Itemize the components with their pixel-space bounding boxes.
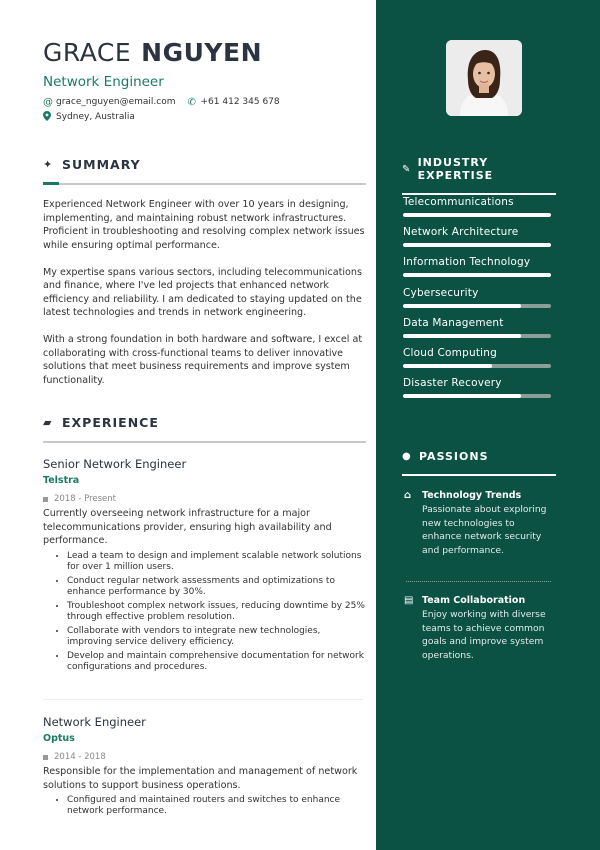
passion-description: Enjoy working with diverse teams to achieve common goals and improve system operations.	[422, 609, 546, 661]
phone-text: +61 412 345 678	[200, 97, 280, 107]
skill-item	[403, 287, 553, 317]
section-rule	[402, 474, 556, 476]
wrench-icon: ✎	[402, 163, 412, 175]
sparkle-icon: ✦	[43, 158, 54, 171]
skill-bar	[403, 213, 551, 217]
sidebar	[376, 0, 600, 850]
job-entry-company: Optus	[43, 733, 75, 744]
email-item[interactable]	[43, 97, 176, 108]
skill-label: Telecommunications	[403, 196, 514, 208]
skill-label: Network Architecture	[403, 226, 519, 239]
skill-item	[403, 256, 553, 286]
dates-text: 2018 - Present	[54, 494, 116, 504]
phone-icon: ✆	[187, 96, 196, 108]
clipboard-icon: ▤	[404, 595, 414, 606]
skill-bar-fill	[403, 364, 492, 368]
job-entry	[43, 457, 368, 676]
passion-description: Passionate about exploring new technologies to enhance network security and performance.	[422, 504, 547, 556]
location-text: Sydney, Australia	[56, 112, 135, 122]
passions-heading-text: PASSIONS	[419, 450, 489, 463]
experience-heading-text: EXPERIENCE	[62, 415, 159, 430]
rocket-icon: ⌂	[404, 490, 412, 501]
job-entry-dates	[43, 752, 368, 762]
location-item	[43, 111, 135, 124]
last-name: NGUYEN	[141, 38, 263, 67]
job-entry-description: Responsible for the implementation and management of network solutions to support business operations.	[43, 766, 358, 791]
passion-item	[404, 595, 554, 662]
briefcase-icon: ▰	[43, 416, 53, 429]
skill-bar	[403, 334, 551, 338]
expertise-heading	[402, 156, 556, 195]
skill-bar-fill	[403, 334, 521, 338]
section-rule	[402, 193, 556, 195]
skill-label: Disaster Recovery	[403, 377, 502, 390]
dates-text: 2014 - 2018	[54, 752, 106, 762]
skill-bar	[403, 364, 551, 368]
section-rule	[43, 441, 366, 443]
expertise-heading-text: INDUSTRY EXPERTISE	[417, 156, 494, 182]
skill-item	[403, 226, 553, 256]
passion-title: Technology Trends	[422, 490, 522, 501]
skill-item	[403, 377, 553, 407]
passion-divider	[406, 581, 551, 582]
job-divider	[43, 699, 363, 700]
job-bullet: • Conduct regular network assessments and optimizations to enhance performance by 30%.	[67, 576, 368, 598]
skill-bar	[403, 304, 551, 308]
job-entry-description: Currently overseeing network infrastructure for a major telecommunications provider, ensuring high availability and performance.	[43, 508, 332, 546]
job-bullet: • Develop and maintain comprehensive documentation for network configurations and procedures.	[67, 651, 368, 673]
skill-item	[403, 196, 553, 226]
skill-bar-fill	[403, 273, 551, 277]
skill-label: Data Management	[403, 316, 504, 329]
job-bullets	[43, 551, 368, 673]
job-entry-title: Network Engineer	[43, 715, 146, 729]
summary-heading-text: SUMMARY	[62, 157, 141, 172]
candidate-name	[43, 38, 262, 67]
job-bullet: • Collaborate with vendors to integrate new technologies, improving service delivery efficiency.	[67, 626, 368, 648]
job-bullet: • Troubleshoot complex network issues, reducing downtime by 25% through effective problem resolution.	[67, 601, 368, 623]
skill-item	[403, 347, 553, 377]
skills-list	[403, 196, 553, 407]
skill-bar	[403, 243, 551, 247]
summary-paragraph: My expertise spans various sectors, including telecommunications and finance, where I've led projects that enhanced network efficiency and reliability. I am dedicated to staying updated on the latest technologies and trends in network engineering.	[43, 266, 363, 318]
summary-paragraph: With a strong foundation in both hardware and software, I excel at collaborating with cross-functional teams to deliver innovative solutions that meet business requirements and improve system functionality.	[43, 334, 363, 386]
calendar-icon	[43, 755, 48, 760]
location-pin-icon	[43, 111, 56, 124]
passion-item	[404, 490, 554, 557]
email-text: grace_nguyen@email.com	[56, 97, 176, 107]
job-entry-dates	[43, 494, 368, 504]
phone-item[interactable]	[188, 97, 280, 108]
summary-heading	[43, 157, 366, 185]
job-entry-title: Senior Network Engineer	[43, 457, 187, 471]
contact-info	[43, 95, 292, 125]
job-entry-company: Telstra	[43, 475, 80, 486]
job-title: Network Engineer	[43, 74, 164, 90]
at-icon: @	[43, 96, 53, 108]
passion-title: Team Collaboration	[422, 595, 526, 606]
calendar-icon	[43, 497, 48, 502]
skill-bar-fill	[403, 394, 521, 398]
skill-item	[403, 317, 553, 347]
skill-bar	[403, 273, 551, 277]
skill-bar-fill	[403, 304, 521, 308]
passions-heading	[402, 450, 556, 476]
job-bullet: • Configured and maintained routers and switches to enhance network performance.	[67, 795, 368, 817]
skill-label: Cybersecurity	[403, 286, 479, 299]
experience-heading	[43, 415, 366, 443]
job-entry	[43, 715, 368, 820]
skill-bar	[403, 394, 551, 398]
skill-bar-fill	[403, 243, 551, 247]
first-name: GRACE	[43, 38, 132, 67]
profile-photo	[446, 40, 522, 116]
section-rule	[43, 183, 366, 185]
skill-bar-fill	[403, 213, 551, 217]
job-bullets	[43, 795, 368, 817]
job-bullet: • Lead a team to design and implement scalable network solutions for over 1 million users.	[67, 551, 368, 573]
lightbulb-icon: ●	[402, 451, 412, 462]
skill-label: Information Technology	[403, 256, 531, 269]
summary-paragraph: Experienced Network Engineer with over 10 years in designing, implementing, and maintaining robust network infrastructures. Proficient in troubleshooting and resolving complex network issues while ensuring optimal performance.	[43, 199, 365, 251]
skill-label: Cloud Computing	[403, 346, 497, 359]
summary-text	[43, 198, 368, 401]
